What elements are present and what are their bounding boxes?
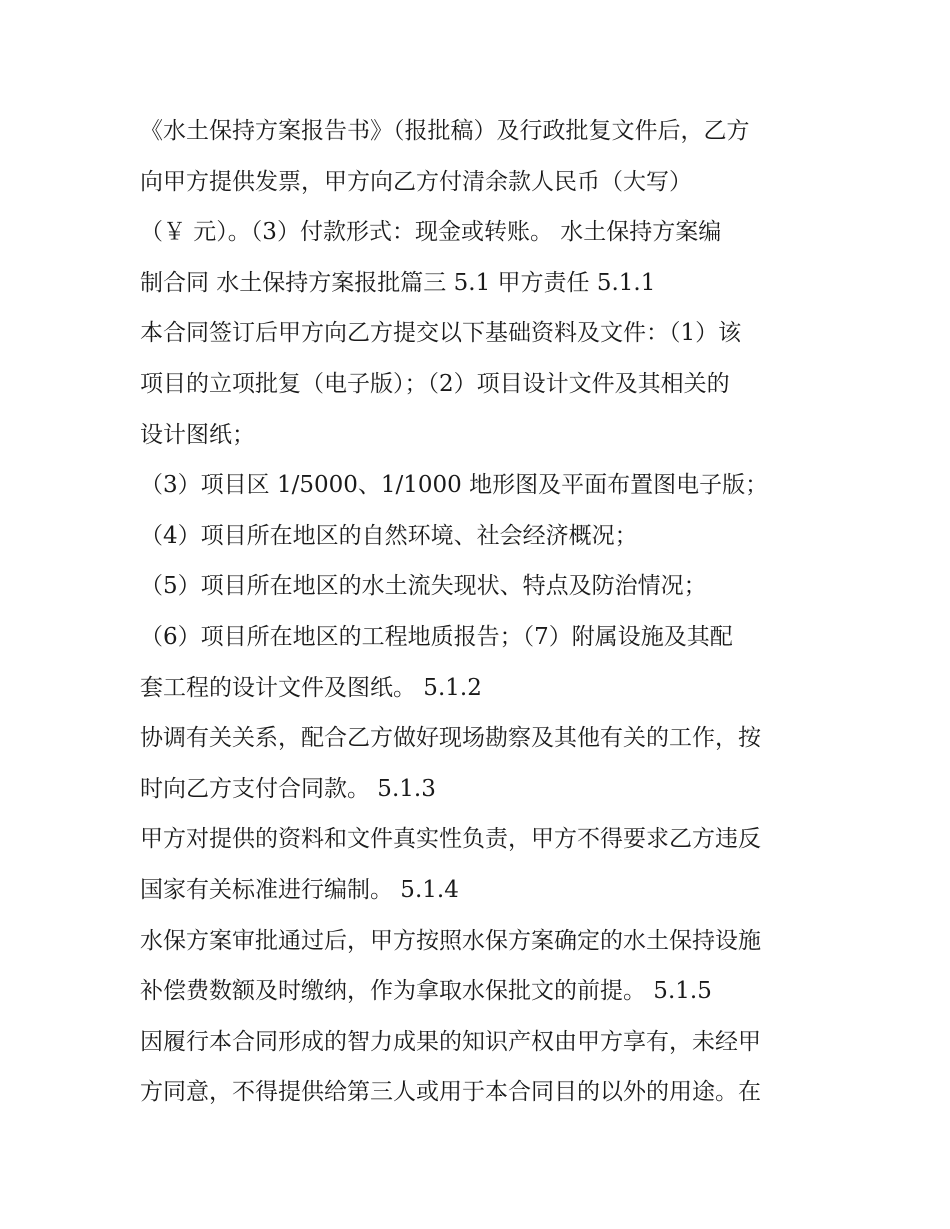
text-line: （6）项目所在地区的工程地质报告；（7）附属设施及其配 <box>140 623 733 650</box>
text-line: 方同意，不得提供给第三人或用于本合同目的以外的用途。在 <box>140 1079 761 1106</box>
text-line: 时向乙方支付合同款。 5.1.3 <box>140 775 436 802</box>
text-line: （5）项目所在地区的水土流失现状、特点及防治情况； <box>140 573 707 600</box>
text-line: 水保方案审批通过后，甲方按照水保方案确定的水土保持设施 <box>140 927 761 954</box>
text-line: 项目的立项批复（电子版）；（2）项目设计文件及其相关的 <box>140 370 730 397</box>
text-line: （4）项目所在地区的自然环境、社会经济概况； <box>140 522 638 549</box>
text-line: （3）项目区 1/5000、1/1000 地形图及平面布置图电子版； <box>140 472 769 499</box>
text-line: 本合同签订后甲方向乙方提交以下基础资料及文件：（1）该 <box>140 320 742 347</box>
text-line: 向甲方提供发票，甲方向乙方付清余款人民币（大写） <box>140 168 692 195</box>
text-line: 套工程的设计文件及图纸。 5.1.2 <box>140 674 482 701</box>
text-line: 制合同 水土保持方案报批篇三 5.1 甲方责任 5.1.1 <box>140 269 656 296</box>
text-line: 甲方对提供的资料和文件真实性负责，甲方不得要求乙方违反 <box>140 826 761 853</box>
text-line: 补偿费数额及时缴纳，作为拿取水保批文的前提。 5.1.5 <box>140 978 712 1005</box>
text-line: 设计图纸； <box>140 421 255 448</box>
text-line: 因履行本合同形成的智力成果的知识产权由甲方享有，未经甲 <box>140 1028 761 1055</box>
body-text <box>140 106 820 1118</box>
text-line: 《水土保持方案报告书》（报批稿）及行政批复文件后，乙方 <box>140 118 750 144</box>
text-line: （￥ 元）。（3）付款形式：现金或转账。 水土保持方案编 <box>140 219 722 246</box>
text-line: 国家有关标准进行编制。 5.1.4 <box>140 876 459 903</box>
text-line: 协调有关关系，配合乙方做好现场勘察及其他有关的工作，按 <box>140 725 761 752</box>
